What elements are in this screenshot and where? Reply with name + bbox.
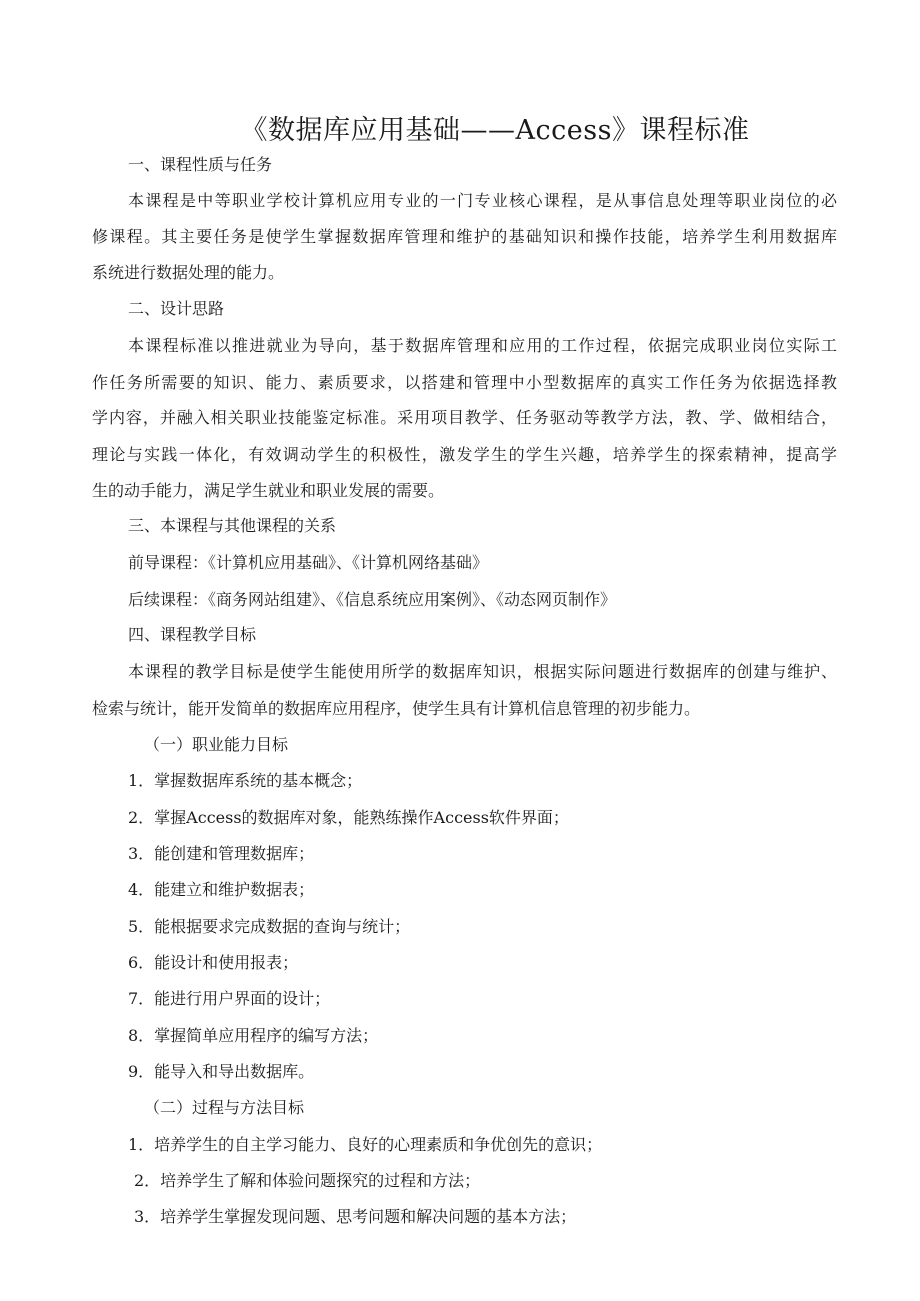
subsection-heading: （二）过程与方法目标 bbox=[144, 1098, 305, 1117]
section-heading: 二、设计思路 bbox=[128, 299, 225, 318]
list-item: 1．掌握数据库系统的基本概念； bbox=[128, 771, 363, 790]
list-item: 9．能导入和导出数据库。 bbox=[128, 1062, 315, 1081]
list-item: 3．培养学生掌握发现问题、思考问题和解决问题的基本方法； bbox=[134, 1207, 577, 1226]
paragraph-line: 理论与实践一体化，有效调动学生的积极性，激发学生的学生兴趣，培养学生的探索精神，提高学 bbox=[92, 445, 837, 464]
list-item: 6．能设计和使用报表； bbox=[128, 953, 299, 972]
list-item: 7．能进行用户界面的设计； bbox=[128, 989, 331, 1008]
list-item: 5．能根据要求完成数据的查询与统计； bbox=[128, 917, 411, 936]
list-item: 2．培养学生了解和体验问题探究的过程和方法； bbox=[134, 1171, 481, 1190]
subsection-heading: （一）职业能力目标 bbox=[144, 735, 289, 754]
followup-courses: 后续课程：《商务网站组建》、《信息系统应用案例》、《动态网页制作》 bbox=[128, 590, 617, 609]
paragraph-line: 本课程是中等职业学校计算机应用专业的一门专业核心课程，是从事信息处理等职业岗位的必 bbox=[128, 191, 837, 210]
paragraph-line: 修课程。其主要任务是使学生掌握数据库管理和维护的基础知识和操作技能，培养学生利用数据库 bbox=[92, 227, 837, 246]
paragraph-line: 学内容，并融入相关职业技能鉴定标准。采用项目教学、任务驱动等教学方法，教、学、做相结合， bbox=[92, 408, 837, 427]
paragraph-line: 检索与统计，能开发简单的数据库应用程序，使学生具有计算机信息管理的初步能力。 bbox=[92, 699, 701, 718]
list-item: 1．培养学生的自主学习能力、良好的心理素质和争优创先的意识； bbox=[128, 1135, 603, 1154]
prerequisite-courses: 前导课程：《计算机应用基础》、《计算机网络基础》 bbox=[128, 553, 489, 572]
section-heading: 四、课程教学目标 bbox=[128, 625, 257, 644]
paragraph-line: 系统进行数据处理的能力。 bbox=[92, 263, 285, 282]
list-item: 8．掌握简单应用程序的编写方法； bbox=[128, 1026, 379, 1045]
paragraph-line: 作任务所需要的知识、能力、素质要求，以搭建和管理中小型数据库的真实工作任务为依据选择教 bbox=[92, 373, 837, 392]
section-heading: 一、课程性质与任务 bbox=[128, 155, 273, 174]
list-item: 3．能创建和管理数据库； bbox=[128, 844, 315, 863]
document-title: 《数据库应用基础——Access》课程标准 bbox=[240, 115, 750, 146]
paragraph-line: 生的动手能力，满足学生就业和职业发展的需要。 bbox=[92, 481, 445, 500]
paragraph-line: 本课程标准以推进就业为导向，基于数据库管理和应用的工作过程，依据完成职业岗位实际工 bbox=[128, 336, 837, 355]
list-item: 4．能建立和维护数据表； bbox=[128, 880, 315, 899]
paragraph-line: 本课程的教学目标是使学生能使用所学的数据库知识，根据实际问题进行数据库的创建与维护、 bbox=[128, 662, 837, 681]
section-heading: 三、本课程与其他课程的关系 bbox=[128, 516, 337, 535]
list-item: 2．掌握Access的数据库对象，能熟练操作Access软件界面； bbox=[128, 808, 569, 827]
